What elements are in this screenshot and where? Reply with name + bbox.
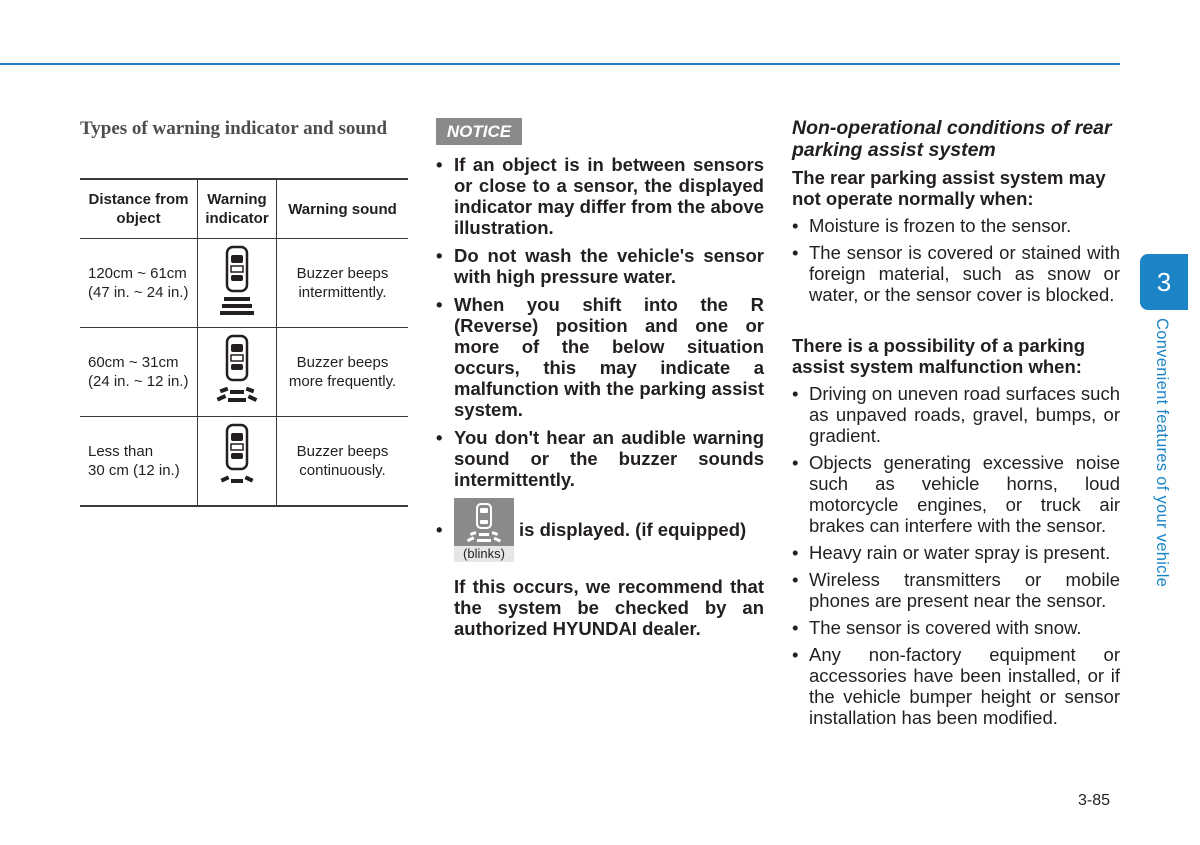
sound-cell: Buzzer beeps continuously. [277,417,409,507]
header-distance: Distance from object [80,179,198,239]
right-column [792,117,1120,728]
distance-line: 60cm ~ 31cm [88,354,179,371]
right-heading: Non-operational conditions of rear parking assist system [792,117,1112,161]
chapter-title-vertical [1152,318,1176,618]
list-item: • Wireless transmitters or mobile phones are present near the sensor. [792,569,1120,611]
table-row [80,417,408,507]
indicator-cell [198,417,277,507]
car-rear-three-sensor-bars-icon [217,241,257,321]
parking-assist-malfunction-icon [454,498,514,546]
indicator-cell [198,239,277,328]
warning-table [80,178,408,507]
header-rule [0,63,1120,65]
right-subheading: There is a possibility of a parking assist system malfunction when: [792,335,1085,377]
table-header-row [80,179,408,239]
icon-bullet-text: is displayed. (if equipped) [519,519,747,540]
list-item: • The sensor is covered or stained with foreign material, such as snow or water, or the sensor cover is blocked. [792,242,1120,305]
list-item: • Objects generating excessive noise such as vehicle horns, loud motorcycle engines, or truck air brakes can interfere with the sensor. [792,452,1120,536]
distance-line: (47 in. ~ 24 in.) [88,284,189,301]
header-indicator: Warning indicator [198,179,277,239]
section-title: Types of warning indicator and sound [80,118,388,139]
table-row [80,328,408,417]
distance-line: Less than [88,443,154,460]
list-item: • The sensor is covered with snow. [792,617,1120,638]
notice-bullet: • If an object is in between sensors or close to a sensor, the displayed indicator may differ from the above illustration. [436,154,764,238]
notice-content [436,154,764,639]
distance-line: 30 cm (12 in.) [88,462,180,479]
car-rear-two-sensor-bars-icon [212,330,262,410]
chapter-tab: 3 [1140,254,1188,310]
right-subheading: The rear parking assist system may not operate normally when: [792,167,1106,209]
distance-cell [80,328,198,417]
bullet-dot: • [436,519,443,540]
sound-cell: Buzzer beeps intermittently. [277,239,409,328]
distance-cell [80,417,198,507]
sound-cell: Buzzer beeps more frequently. [277,328,409,417]
distance-line: 120cm ~ 61cm [88,265,187,282]
recommendation-text: If this occurs, we recommend that the system be checked by an authorized HYUNDAI dealer. [454,576,764,639]
car-rear-one-sensor-bar-icon [215,419,259,499]
list-item: • Moisture is frozen to the sensor. [792,215,1120,236]
notice-bullet: • When you shift into the R (Reverse) position and one or more of the below situation occurs, this may indicate a malfunction with the parking assist system. [436,294,764,420]
indicator-cell [198,328,277,417]
notice-bullet: • You don't hear an audible warning sound or the buzzer sounds intermittently. [436,427,764,490]
table-row [80,239,408,328]
notice-bullet: • Do not wash the vehicle's sensor with high pressure water. [436,245,764,287]
list-item: • Heavy rain or water spray is present. [792,542,1120,563]
notice-label: NOTICE [436,118,522,145]
list-item: • Driving on uneven road surfaces such as unpaved roads, gravel, bumps, or gradient. [792,383,1120,446]
distance-cell [80,239,198,328]
header-sound: Warning sound [277,179,409,239]
distance-line: (24 in. ~ 12 in.) [88,373,189,390]
blinks-caption: (blinks) [454,546,514,562]
icon-bullet [436,498,764,562]
list-item: • Any non-factory equipment or accessories have been installed, or if the vehicle bumper height or sensor installation has been modified. [792,644,1120,728]
page-number: 3-85 [1078,792,1111,809]
chapter-title: Convenient features of your vehicle [1153,318,1171,588]
